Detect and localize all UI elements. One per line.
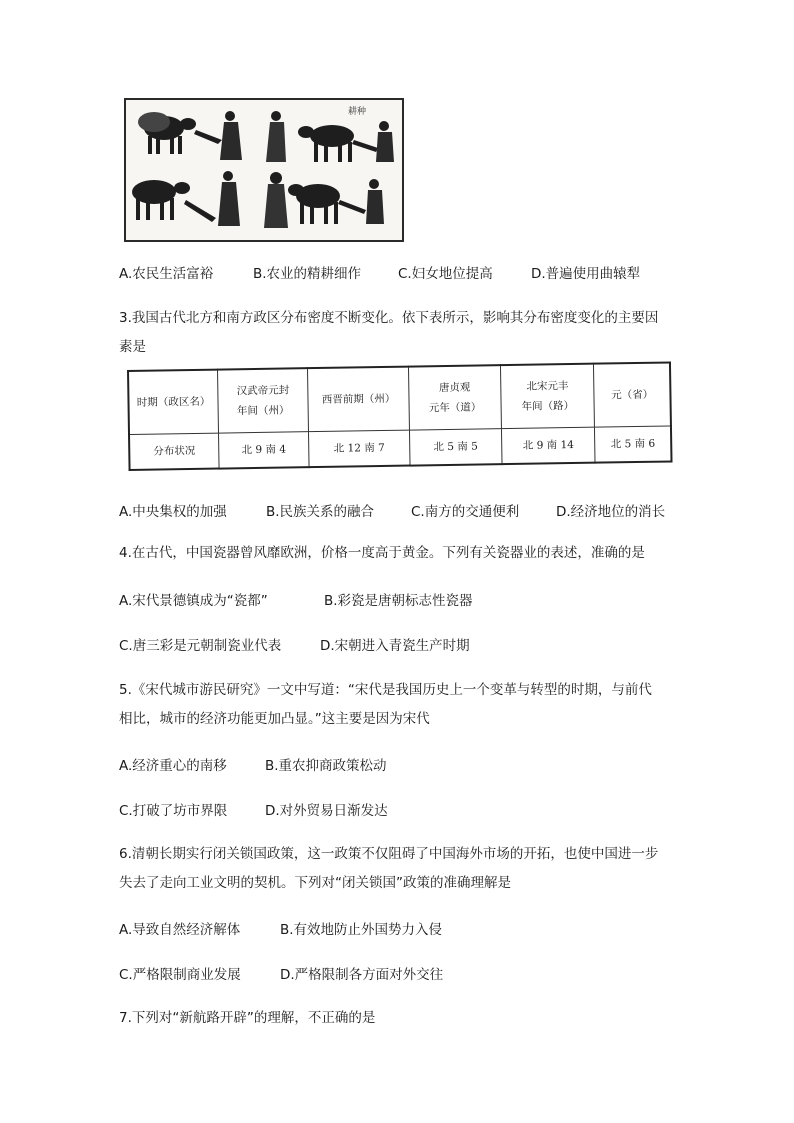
table-header-label: 时期（政区名）	[128, 370, 219, 435]
q5-option-a[interactable]: A.经济重心的南移	[119, 758, 227, 774]
q3-stem-line1: 3.我国古代北方和南方政区分布密度不断变化。依下表所示，影响其分布密度变化的主要因	[119, 310, 659, 326]
q3-stem-line2: 素是	[119, 339, 146, 355]
table-cell: 北 9 南 4	[219, 432, 310, 469]
q3-option-d[interactable]: D.经济地位的消长	[556, 504, 666, 520]
q3-option-a[interactable]: A.中央集权的加强	[119, 504, 227, 520]
q2-option-a[interactable]: A.农民生活富裕	[119, 266, 214, 282]
table-row-label: 分布状况	[129, 433, 219, 470]
table-header-yuan: 元（省）	[594, 362, 671, 427]
q5-option-b[interactable]: B.重农抑商政策松动	[265, 758, 387, 774]
q3-option-b[interactable]: B.民族关系的融合	[266, 504, 375, 520]
q6-option-c[interactable]: C.严格限制商业发展	[119, 967, 241, 983]
q4-option-d[interactable]: D.宋朝进入青瓷生产时期	[320, 638, 470, 654]
q5-option-d[interactable]: D.对外贸易日渐发达	[265, 803, 388, 819]
table-header-tang: 唐贞观 元年（道）	[408, 365, 501, 430]
q7-stem-line1: 7.下列对“新航路开辟”的理解，不正确的是	[119, 1010, 376, 1026]
table-cell: 北 12 南 7	[309, 430, 410, 467]
q4-stem-line1: 4.在古代，中国瓷器曾风靡欧洲，价格一度高于黄金。下列有关瓷器业的表述，准确的是	[119, 545, 645, 561]
table-cell: 北 9 南 14	[501, 427, 595, 464]
region-density-table	[127, 361, 673, 476]
table-cell: 北 5 南 6	[595, 426, 672, 463]
q3-option-c[interactable]: C.南方的交通便利	[411, 504, 520, 520]
ploughing-mural-image	[124, 98, 404, 242]
table-header-xijin: 西晋前期（州）	[308, 367, 410, 432]
table-header-han: 汉武帝元封 年间（州）	[218, 368, 309, 433]
q4-option-a[interactable]: A.宋代景德镇成为“瓷都”	[119, 593, 268, 609]
q6-option-b[interactable]: B.有效地防止外国势力入侵	[280, 922, 443, 938]
q5-option-c[interactable]: C.打破了坊市界限	[119, 803, 228, 819]
q6-option-a[interactable]: A.导致自然经济解体	[119, 922, 241, 938]
q2-option-d[interactable]: D.普遍使用曲辕犁	[531, 266, 641, 282]
q5-stem-line1: 5.《宋代城市游民研究》一文中写道：“宋代是我国历史上一个变革与转型的时期，与前代	[119, 682, 652, 698]
table-cell: 北 5 南 5	[409, 429, 501, 466]
table-row	[129, 426, 671, 470]
q6-option-d[interactable]: D.严格限制各方面对外交往	[280, 967, 444, 983]
q6-stem-line2: 失去了走向工业文明的契机。下列对“闭关锁国”政策的准确理解是	[119, 875, 511, 891]
mural-caption: 耕种	[348, 107, 367, 117]
q2-option-b[interactable]: B.农业的精耕细作	[253, 266, 362, 282]
q5-stem-line2: 相比，城市的经济功能更加凸显。”这主要是因为宋代	[119, 711, 430, 727]
table-header-row	[128, 362, 671, 434]
q4-option-c[interactable]: C.唐三彩是元朝制瓷业代表	[119, 638, 282, 654]
table-header-song: 北宋元丰 年间（路）	[500, 364, 595, 429]
q4-option-b[interactable]: B.彩瓷是唐朝标志性瓷器	[324, 593, 473, 609]
q6-stem-line1: 6.清朝长期实行闭关锁国政策，这一政策不仅阻碍了中国海外市场的开拓，也使中国进一步	[119, 846, 659, 862]
q2-option-c[interactable]: C.妇女地位提高	[398, 266, 493, 282]
